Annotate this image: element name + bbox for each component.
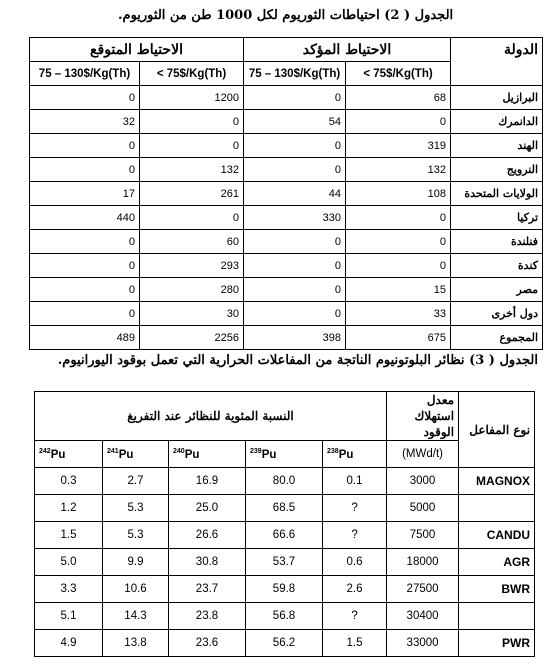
expected-range-cell: 440 xyxy=(30,206,140,230)
table-row xyxy=(30,110,543,134)
table-row xyxy=(35,468,535,495)
table-row xyxy=(35,603,535,630)
country-cell: المجموع xyxy=(451,326,543,350)
country-cell: الدانمرك xyxy=(451,110,543,134)
pu238-cell: 1.5 xyxy=(323,630,387,657)
pu240-cell: 26.6 xyxy=(169,522,246,549)
pu239-cell: 66.6 xyxy=(246,522,323,549)
reactor-type-cell: CANDU xyxy=(459,522,535,549)
isotope-header-pu241 xyxy=(103,441,169,468)
isotope-mass: 240 xyxy=(173,447,185,455)
country-cell: دول أخرى xyxy=(451,302,543,326)
pu242-cell: 0.3 xyxy=(35,468,103,495)
table-row xyxy=(30,86,543,110)
table2-header-row xyxy=(35,392,535,441)
isotope-mass: 241 xyxy=(107,447,119,455)
reactor-type-header: نوع المفاعل xyxy=(459,392,535,468)
confirmed-range-cell: 0 xyxy=(244,158,346,182)
country-header: الدولة xyxy=(451,38,543,86)
expected-range-cell: 32 xyxy=(30,110,140,134)
expected-lt75-cell: 261 xyxy=(140,182,244,206)
pu241-cell: 5.3 xyxy=(103,522,169,549)
confirmed-lt75-cell: 0 xyxy=(346,230,451,254)
pu241-cell: 14.3 xyxy=(103,603,169,630)
pu242-cell: 1.2 xyxy=(35,495,103,522)
country-cell: النرويج xyxy=(451,158,543,182)
country-cell: الهند xyxy=(451,134,543,158)
confirmed-range-cell: 398 xyxy=(244,326,346,350)
reactor-type-cell xyxy=(459,495,535,522)
country-cell: كندة xyxy=(451,254,543,278)
confirmed-lt75-cell: 68 xyxy=(346,86,451,110)
pu240-cell: 16.9 xyxy=(169,468,246,495)
pu239-cell: 68.5 xyxy=(246,495,323,522)
pu238-cell: ? xyxy=(323,603,387,630)
pu238-cell: 2.6 xyxy=(323,576,387,603)
burnup-cell: 30400 xyxy=(387,603,459,630)
isotope-symbol: Pu xyxy=(338,448,354,461)
pu240-cell: 25.0 xyxy=(169,495,246,522)
country-cell: البرازيل xyxy=(451,86,543,110)
table-row xyxy=(35,522,535,549)
confirmed-range-cell: 0 xyxy=(244,86,346,110)
table-row xyxy=(30,326,543,350)
confirmed-range-cell: 0 xyxy=(244,254,346,278)
isotope-symbol: Pu xyxy=(261,448,277,461)
pu242-cell: 4.9 xyxy=(35,630,103,657)
confirmed-range-cell: 44 xyxy=(244,182,346,206)
burnup-label: معدل استهلاك الوقود xyxy=(414,393,455,439)
expected-lt75-cell: 1200 xyxy=(140,86,244,110)
table-row xyxy=(30,254,543,278)
table1-header-row xyxy=(30,38,543,62)
isotope-header-pu238 xyxy=(323,441,387,468)
pu240-cell: 23.8 xyxy=(169,603,246,630)
pu240-cell: 23.7 xyxy=(169,576,246,603)
expected-range-cell: 0 xyxy=(30,134,140,158)
pu242-cell: 5.1 xyxy=(35,603,103,630)
burnup-cell: 5000 xyxy=(387,495,459,522)
country-cell: تركيا xyxy=(451,206,543,230)
confirmed-lt75-cell: 0 xyxy=(346,254,451,278)
pu240-cell: 30.8 xyxy=(169,549,246,576)
pu242-cell: 3.3 xyxy=(35,576,103,603)
expected-range-cell: 0 xyxy=(30,230,140,254)
pu239-cell: 59.8 xyxy=(246,576,323,603)
table-row xyxy=(30,206,543,230)
pu239-cell: 56.2 xyxy=(246,630,323,657)
table-row xyxy=(30,302,543,326)
country-cell: الولايات المتحدة xyxy=(451,182,543,206)
expected-range-cell: 17 xyxy=(30,182,140,206)
burnup-unit-header: (MWd/t) xyxy=(387,441,459,468)
expected-lt75-cell: 60 xyxy=(140,230,244,254)
expected-lt75-cell: 0 xyxy=(140,110,244,134)
isotope-mass: 239 xyxy=(250,447,262,455)
isotope-header-pu242 xyxy=(35,441,103,468)
plutonium-isotopes-table xyxy=(34,391,535,657)
expected-range-cell: 0 xyxy=(30,278,140,302)
confirmed-range-cell: 330 xyxy=(244,206,346,230)
expected-lt75-cell: 132 xyxy=(140,158,244,182)
isotope-mass: 238 xyxy=(327,447,339,455)
country-cell: مصر xyxy=(451,278,543,302)
expected-range-cell: 0 xyxy=(30,302,140,326)
pu238-cell: ? xyxy=(323,522,387,549)
pu239-cell: 80.0 xyxy=(246,468,323,495)
burnup-cell: 7500 xyxy=(387,522,459,549)
isotope-symbol: Pu xyxy=(184,448,200,461)
expected-lt75-cell: 2256 xyxy=(140,326,244,350)
pu241-cell: 2.7 xyxy=(103,468,169,495)
pu241-cell: 10.6 xyxy=(103,576,169,603)
pu241-cell: 9.9 xyxy=(103,549,169,576)
expected-lt75-header: < 75$/Kg(Th) xyxy=(140,62,244,86)
confirmed-lt75-cell: 319 xyxy=(346,134,451,158)
confirmed-range-cell: 0 xyxy=(244,230,346,254)
expected-reserve-header: الاحتياط المتوقع xyxy=(30,38,244,62)
confirmed-lt75-cell: 15 xyxy=(346,278,451,302)
expected-lt75-cell: 30 xyxy=(140,302,244,326)
confirmed-lt75-cell: 0 xyxy=(346,206,451,230)
burnup-header xyxy=(387,392,459,441)
country-cell: فنلندة xyxy=(451,230,543,254)
isotope-percent-header: النسبة المئوية للنظائر عند التفريغ xyxy=(35,392,387,441)
reactor-type-cell: MAGNOX xyxy=(459,468,535,495)
expected-lt75-cell: 280 xyxy=(140,278,244,302)
isotope-header-pu239 xyxy=(246,441,323,468)
expected-range-cell: 0 xyxy=(30,86,140,110)
isotope-mass: 242 xyxy=(39,447,51,455)
table2-caption: الجدول ( 3) نظائر البلوتونيوم الناتجة من المفاعلات الحرارية التي تعمل بوقود اليورانيوم. xyxy=(57,353,538,368)
confirmed-range-cell: 0 xyxy=(244,302,346,326)
confirmed-reserve-header: الاحتياط المؤكد xyxy=(244,38,451,62)
isotope-header-pu240 xyxy=(169,441,246,468)
table-row xyxy=(35,495,535,522)
burnup-cell: 27500 xyxy=(387,576,459,603)
reactor-type-cell: AGR xyxy=(459,549,535,576)
confirmed-lt75-cell: 132 xyxy=(346,158,451,182)
table-row xyxy=(35,549,535,576)
table-row xyxy=(30,134,543,158)
table-row xyxy=(35,576,535,603)
pu242-cell: 1.5 xyxy=(35,522,103,549)
pu239-cell: 53.7 xyxy=(246,549,323,576)
confirmed-range-header: 75 – 130$/Kg(Th) xyxy=(244,62,346,86)
reactor-type-cell xyxy=(459,603,535,630)
pu238-cell: 0.1 xyxy=(323,468,387,495)
confirmed-lt75-cell: 108 xyxy=(346,182,451,206)
expected-lt75-cell: 0 xyxy=(140,134,244,158)
confirmed-lt75-cell: 33 xyxy=(346,302,451,326)
table-row xyxy=(30,230,543,254)
pu242-cell: 5.0 xyxy=(35,549,103,576)
pu238-cell: ? xyxy=(323,495,387,522)
burnup-cell: 33000 xyxy=(387,630,459,657)
expected-range-cell: 0 xyxy=(30,158,140,182)
thorium-reserves-table xyxy=(29,37,543,350)
pu239-cell: 56.8 xyxy=(246,603,323,630)
expected-lt75-cell: 0 xyxy=(140,206,244,230)
expected-lt75-cell: 293 xyxy=(140,254,244,278)
pu238-cell: 0.6 xyxy=(323,549,387,576)
confirmed-lt75-header: < 75$/Kg(Th) xyxy=(346,62,451,86)
table-row xyxy=(30,158,543,182)
table-row xyxy=(30,182,543,206)
expected-range-cell: 0 xyxy=(30,254,140,278)
reactor-type-cell: BWR xyxy=(459,576,535,603)
burnup-cell: 18000 xyxy=(387,549,459,576)
expected-range-cell: 489 xyxy=(30,326,140,350)
pu240-cell: 23.6 xyxy=(169,630,246,657)
isotope-symbol: Pu xyxy=(118,448,134,461)
pu241-cell: 5.3 xyxy=(103,495,169,522)
pu241-cell: 13.8 xyxy=(103,630,169,657)
confirmed-lt75-cell: 675 xyxy=(346,326,451,350)
table1-caption: الجدول ( 2) احتياطات الثوريوم لكل 1000 طن من الثوريوم. xyxy=(118,8,454,23)
confirmed-lt75-cell: 0 xyxy=(346,110,451,134)
reactor-type-cell: PWR xyxy=(459,630,535,657)
isotope-symbol: Pu xyxy=(50,448,66,461)
table-row xyxy=(30,278,543,302)
expected-range-header: 75 – 130$/Kg(Th) xyxy=(30,62,140,86)
confirmed-range-cell: 54 xyxy=(244,110,346,134)
burnup-cell: 3000 xyxy=(387,468,459,495)
confirmed-range-cell: 0 xyxy=(244,134,346,158)
table-row xyxy=(35,630,535,657)
confirmed-range-cell: 0 xyxy=(244,278,346,302)
